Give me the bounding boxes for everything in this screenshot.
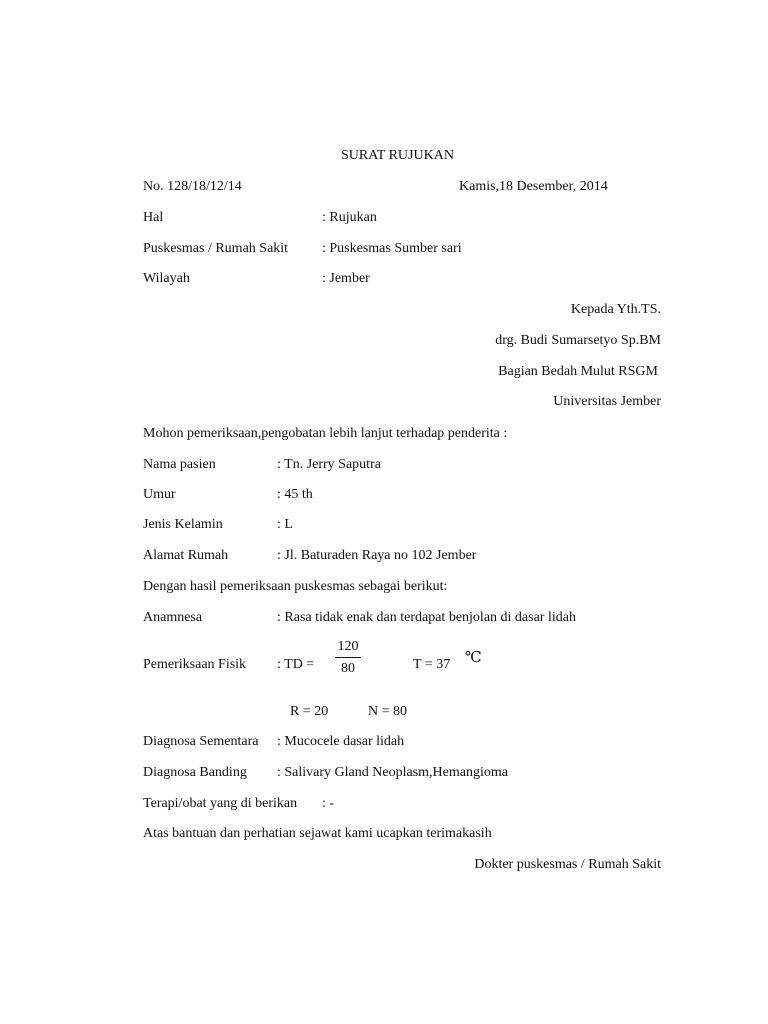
field-label-facility: Puskesmas / Rumah Sakit xyxy=(143,241,289,256)
patient-label-sex: Jenis Kelamin xyxy=(143,517,223,532)
recipient-line-1: Kepada Yth.TS. xyxy=(570,302,661,317)
diagnosis-value-provisional: : Mucocele dasar lidah xyxy=(277,734,405,749)
therapy-label: Terapi/obat yang di berikan xyxy=(143,796,298,811)
respiration-value: R = 20 xyxy=(290,704,329,719)
request-text: Mohon pemeriksaan,pengobatan lebih lanjut terhadap penderita : xyxy=(143,426,508,441)
recipient-line-2: drg. Budi Sumarsetyo Sp.BM xyxy=(495,333,661,348)
signature-line: Dokter puskesmas / Rumah Sakit xyxy=(474,857,661,872)
patient-label-address: Alamat Rumah xyxy=(143,548,229,563)
physical-exam-label: Pemeriksaan Fisik xyxy=(143,657,247,672)
temperature-value: T = 37 xyxy=(413,657,451,672)
blood-pressure-systolic: 120 xyxy=(337,639,359,654)
recipient-line-3: Bagian Bedah Mulut RSGM xyxy=(498,364,658,379)
blood-pressure-fraction xyxy=(333,639,363,677)
blood-pressure-diastolic: 80 xyxy=(341,661,355,676)
therapy-value: : - xyxy=(322,796,335,811)
letter-title: SURAT RUJUKAN xyxy=(341,148,454,163)
field-label-region: Wilayah xyxy=(143,271,190,286)
patient-value-address: : Jl. Baturaden Raya no 102 Jember xyxy=(277,548,477,563)
exam-intro: Dengan hasil pemeriksaan puskesmas sebagai berikut: xyxy=(143,579,448,594)
fraction-bar xyxy=(335,657,361,658)
field-value-hal: : Rujukan xyxy=(322,210,377,225)
recipient-line-4: Universitas Jember xyxy=(553,394,661,409)
letter-number: No. 128/18/12/14 xyxy=(143,179,242,194)
field-label-hal: Hal xyxy=(143,210,164,225)
patient-label-age: Umur xyxy=(143,487,176,502)
anamnesa-label: Anamnesa xyxy=(143,610,203,625)
patient-label-name: Nama pasien xyxy=(143,457,216,472)
diagnosis-label-provisional: Diagnosa Sementara xyxy=(143,734,259,749)
celsius-unit: ℃ xyxy=(465,650,482,666)
diagnosis-value-differential: : Salivary Gland Neoplasm,Hemangioma xyxy=(277,765,508,780)
pulse-value: N = 80 xyxy=(368,704,408,719)
field-value-region: : Jember xyxy=(322,271,370,286)
letter-date: Kamis,18 Desember, 2014 xyxy=(459,179,608,194)
patient-value-sex: : L xyxy=(277,517,293,532)
patient-value-age: : 45 th xyxy=(277,487,313,502)
closing-text: Atas bantuan dan perhatian sejawat kami ucapkan terimakasih xyxy=(143,826,492,841)
blood-pressure-label: : TD = xyxy=(277,657,315,672)
diagnosis-label-differential: Diagnosa Banding xyxy=(143,765,247,780)
patient-value-name: : Tn. Jerry Saputra xyxy=(277,457,381,472)
field-value-facility: : Puskesmas Sumber sari xyxy=(322,241,462,256)
anamnesa-value: : Rasa tidak enak dan terdapat benjolan di dasar lidah xyxy=(277,610,576,625)
